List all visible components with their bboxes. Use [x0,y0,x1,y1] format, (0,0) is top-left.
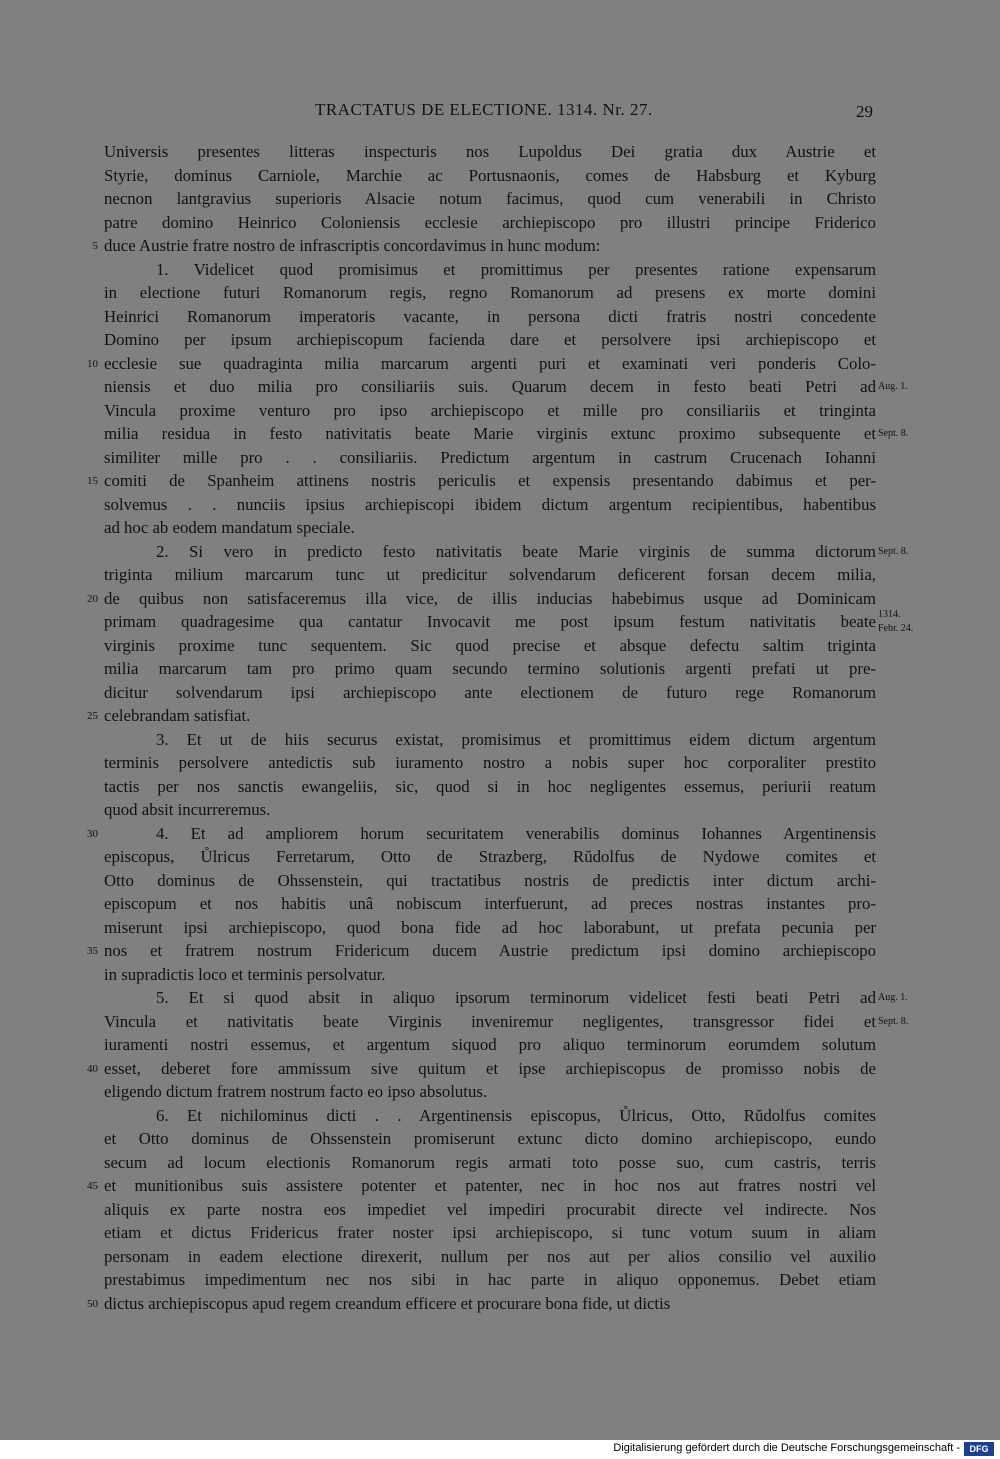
text-line: quod absit incurreremus. [104,800,271,819]
text-line: Domino per ipsum archiepiscopum facienda dare et persolvere ipsi archiepiscopo et [104,330,876,349]
text-line: in supradictis loco et terminis persolvatur. [104,964,386,984]
footer-text: Digitalisierung gefördert durch die Deutsche Forschungsgemeinschaft - [613,1442,960,1454]
line-number: 35 [87,945,98,957]
text-line: etiam et dictus Fridericus frater noster ipsi archiepiscopo, si tunc votum suum in aliam [104,1223,876,1242]
text-line: dicitur solvendarum ipsi archiepiscopo ante electionem de futuro rege Romanorum [104,682,876,702]
footer [0,1440,1000,1459]
line-number: 45 [87,1180,98,1192]
text-line: nos et fratrem nostrum Fridericum ducem Austrie predictum ipsi domino archiepiscopo [104,941,876,960]
text-line: aliquis ex parte nostra eos impediet vel impediri procurabit directe vel indirecte. Nos [104,1199,876,1219]
text-line: episcopus, Ůlricus Ferretarum, Otto de Strazberg, Rŭdolfus de Nydowe comites et [104,847,876,866]
text-line: iuramenti nostri essemus, et argentum siquod pro aliquo terminorum eorumdem solutum [104,1035,876,1054]
text-line: esset, deberet fore ammissum sive quitum et ipse archiepiscopus de promisso nobis de [104,1058,876,1078]
text-line: Vincula et nativitatis beate Virginis inveniremur negligentes, transgressor fidei et [104,1011,876,1031]
margin-date-note: Aug. 1. [878,381,908,392]
text-line: in electione futuri Romanorum regis, regno Romanorum ad presens ex morte domini [104,283,876,302]
text-line: niensis et duo milia pro consiliariis suis. Quarum decem in festo beati Petri ad [104,377,876,396]
margin-date-note: 1314. [878,608,901,620]
margin-date-note: Aug. 1. [878,992,908,1003]
text-line: ad hoc ab eodem mandatum speciale. [104,518,355,537]
text-line: milia residua in festo nativitatis beate Marie virginis extunc proximo subsequente et [104,424,876,443]
text-line: personam in eadem electione direxerit, nullum per nos aut per alios consilio vel auxilio [104,1246,876,1266]
running-head: TRACTATUS DE ELECTIONE. 1314. Nr. 27. [315,100,653,119]
line-number: 15 [87,475,98,487]
line-number: 5 [92,240,98,252]
text-line: celebrandam satisfiat. [104,706,251,725]
text-line: patre domino Heinrico Coloniensis ecclesie archiepiscopo pro illustri principe Friderico [104,212,876,232]
text-line: Universis presentes litteras inspecturis nos Lupoldus Dei gratia dux Austrie et [104,142,876,161]
text-line: 2. Si vero in predicto festo nativitatis beate Marie virginis de summa dictorum [156,541,876,561]
text-line: solvemus . . nunciis ipsius archiepiscopi ibidem dictum argentum recipientibus, habentibus [104,494,876,514]
text-line: de quibus non satisfaceremus illa vice, de illis inducias habebimus usque ad Dominicam [104,588,876,608]
line-number: 40 [87,1062,98,1075]
text-line: episcopum et nos habitis unâ nobiscum interfuerunt, ad preces nostras instantes pro- [104,894,876,913]
line-number: 30 [87,827,98,840]
text-line: eligendo dictum fratrem nostrum facto eo ipso absolutus. [104,1082,488,1101]
text-line: 3. Et ut de hiis securus existat, promisimus et promittimus eidem dictum argentum [156,729,876,749]
text-line: Vincula proxime venturo pro ipso archiepiscopo et mille pro consiliariis et tringinta [104,400,876,420]
text-line: virginis proxime tunc sequentem. Sic quod precise et absque defectu saltim triginta [104,635,876,655]
text-line: primam quadragesime qua cantatur Invocavit me post ipsum festum nativitatis beate [104,612,876,631]
page-header [0,100,1000,126]
text-line: Otto dominus de Ohssenstein, qui tractatibus nostris de predictis inter dictum archi- [104,870,876,890]
text-line: et munitionibus suis assistere potenter et patenter, nec in hoc nos aut fratres nostri vel [104,1176,876,1195]
text-line: miserunt ipsi archiepiscopo, quod bona fide ad hoc laborabunt, ut prefata pecunia per [104,917,876,937]
text-line: 6. Et nichilominus dicti . . Argentinensis episcopus, Ůlricus, Otto, Rŭdolfus comites [156,1105,876,1125]
margin-date-note: Sept. 8. [878,545,909,557]
text-line: secum ad locum electionis Romanorum regis armati toto posse suo, cum castris, terris [104,1152,876,1172]
line-number: 50 [87,1297,98,1310]
text-line: milia marcarum tam pro primo quam secundo termino solutionis argenti prefati ut pre- [104,659,876,678]
line-number: 25 [87,710,98,722]
text-line: triginta milium marcarum tunc ut predicitur solvendarum deficerent forsan decem milia, [104,565,876,584]
line-number: 10 [87,357,98,370]
text-line: tactis per nos sanctis ewangeliis, sic, quod si in hoc negligentes essemus, periurii reatum [104,776,876,796]
text-line: necnon lantgravius superioris Alsacie notum facimus, quod cum venerabili in Christo [104,189,876,208]
margin-date-note: Sept. 8. [878,1015,909,1027]
text-line: Heinrici Romanorum imperatoris vacante, in persona dicti fratris nostri concedente [104,306,876,326]
text-line: 1. Videlicet quod promisimus et promittimus per presentes ratione expensarum [156,259,876,279]
text-line: dictus archiepiscopus apud regem creandum efficere et procurare bona fide, ut dictis [104,1293,671,1313]
text-line: Styrie, dominus Carniole, Marchie ac Portusnaonis, comes de Habsburg et Kyburg [104,165,876,185]
text-line: 4. Et ad ampliorem horum securitatem venerabilis dominus Iohannes Argentinensis [156,823,876,843]
margin-date-note: Sept. 8. [878,428,909,439]
text-line: duce Austrie fratre nostro de infrascriptis concordavimus in hunc modum: [104,236,601,255]
dfg-logo: DFG [964,1442,994,1456]
margin-date-note: Febr. 24. [878,623,914,635]
line-number: 20 [87,592,98,605]
page-number: 29 [856,102,873,121]
text-line: terminis persolvere antedictis sub iuramento nostro a nobis super hoc corporaliter prestito [104,753,876,772]
text-line: comiti de Spanheim attinens nostris periculis et expensis presentando dabimus et per- [104,471,876,490]
text-line: similiter mille pro . . consiliariis. Predictum argentum in castrum Crucenach Iohanni [104,447,876,467]
text-line: et Otto dominus de Ohssenstein promiserunt extunc dicto domino archiepiscopo, eundo [104,1129,876,1148]
text-line: prestabimus impedimentum nec nos sibi in hac parte in aliquo opponemus. Debet etiam [104,1270,876,1289]
text-line: ecclesie sue quadraginta milia marcarum argenti puri et examinati veri ponderis Colo- [104,353,876,373]
text-line: 5. Et si quod absit in aliquo ipsorum terminorum videlicet festi beati Petri ad [156,988,876,1007]
